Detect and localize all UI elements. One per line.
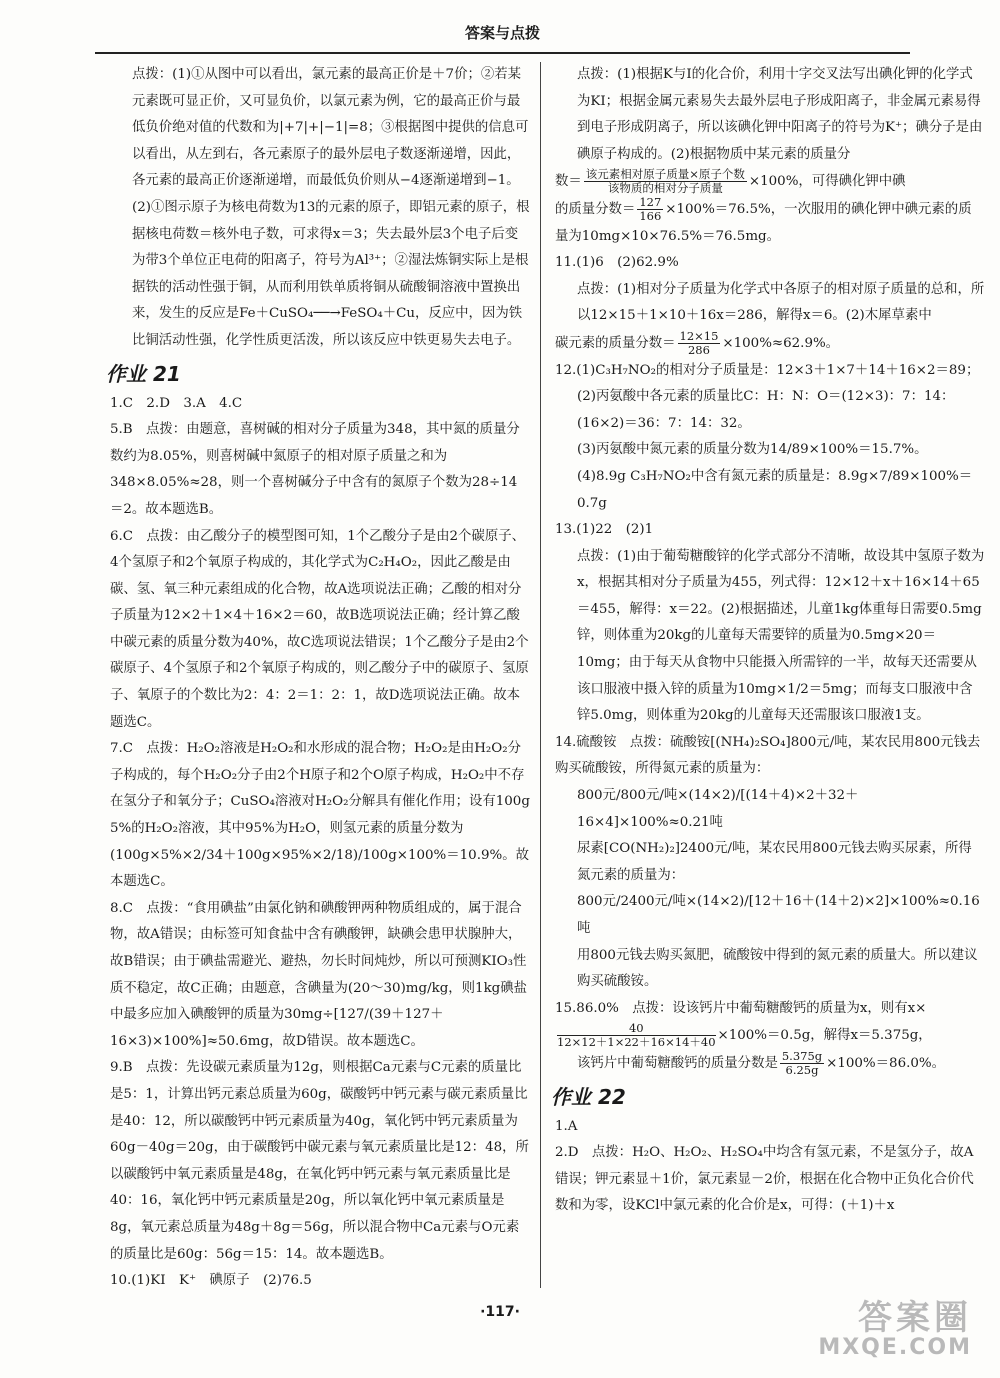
fraction: $\frac{\text{该元素相对原子质量×原子个数}}{\text{该物质的相对分子质量}}$: [585, 167, 745, 196]
answer-1-4: 1.C 2.D 3.A 4.C: [110, 395, 243, 411]
answer-14-2: 800元/800元/吨×(14×2)/[(14＋4)×2＋32＋16×4]×100%≈0.21吨: [577, 788, 859, 830]
column-divider: [540, 62, 541, 1288]
answer-12-2: (2)丙氨酸中各元素的质量比C：H：N：O＝(12×3)：7：14：(16×2)＝36：7：14：32。: [577, 389, 955, 431]
right-column: [551, 62, 985, 1220]
header-rule: [95, 52, 910, 54]
watermark-logo: 答案圈: [858, 1298, 972, 1338]
formula-line: $\frac{40}{12\times 12+1\times 22+16\times 14+40}$ ×100%＝0.5g，解得x＝5.375g，: [557, 1021, 932, 1050]
formula-line: 的质量分数＝ $\frac{127}{166}$ ×100%＝76.5%，一次服用的碘化钾中碘元素的质: [555, 194, 972, 223]
answer-22-2: 2.D 点拨：H₂O、H₂O₂、H₂SO₄中均含有氢元素，不是氢分子，故A错误；钾元素显＋1价，氯元素显－2价，根据在化合物中正负化合价代数和为零，设KCl中氯元素的化合价是x，可得：(＋1)＋x: [555, 1145, 974, 1214]
page-header: 答案与点拨: [464, 24, 540, 42]
answer-15: 15.86.0% 点拨：设该钙片中葡萄糖酸钙的质量为x，则有x×: [555, 1000, 927, 1016]
fraction: $\frac{40}{12\times 12+1\times 22+16\times 14+40}$: [557, 1021, 716, 1050]
watermark: [818, 1300, 972, 1360]
answer-10: 10.(1)KI K⁺ 碘原子 (2)76.5: [110, 1273, 312, 1289]
fraction: $\frac{12\times 15}{286}$: [679, 328, 719, 357]
explanation-paragraph: 点拨：(1)①从图中可以看出，氯元素的最高正价是＋7价；②若某元素既可显正价，又可显负价，以氯元素为例，它的最高正价与最低负价绝对值的代数和为|+7|+|−1|=8；③根据图中提供的信息可以看出，从左到右，各元素原子的最外层电子数逐渐递增，因此，各元素的最高正价逐渐递增，而最低负价则从−4逐渐递增到−1。(2)①图示原子为核电荷数为13的元素的原子，即铝元素的原子，根据核电荷数＝核外电子数，可求得x＝3；失去最外层3个电子后变为带3个单位正电荷的阳离子，符号为Al³⁺；②湿法炼铜实际上是根据铁的活动性强于铜，从而利用铁单质将铜从硫酸铜溶液中置换出来，发生的反应是Fe＋CuSO₄──→FeSO₄＋Cu，反应中，因为铁比铜活动性强，化学性质更活泼，所以该反应中铁更易失去电子。: [132, 67, 530, 348]
explanation-10: 点拨：(1)根据K与I的化合价，利用十字交叉法写出碘化钾的化学式为KI；根据金属元素易失去最外层电子形成阳离子，非金属元素易得到电子形成阴离子，所以该碘化钾中阳离子的符号为K⁺；碘分子是由碘原子构成的。(2)根据物质中某元素的质量分: [577, 67, 983, 162]
answer-14-5: 用800元钱去购买氮肥，硫酸铵中得到的氮元素的质量大。所以建议购买硫酸铵。: [577, 947, 978, 990]
answer-12-4: (4)8.9g C₃H₇NO₂中含有氮元素的质量是：8.9g×7/89×100%＝0.7g: [577, 468, 973, 511]
explanation-13: 点拨：(1)由于葡萄糖酸锌的化学式部分不清晰，故设其中氢原子数为x，根据其相对分子质量为455，列式得：12×12＋x＋16×14＋65＝455，解得：x＝22。(2)根据描述，儿童1kg体重每日需要0.5mg锌，则体重为20kg的儿童每天需要锌的质量为0.5mg×20＝10mg；由于每天从食物中只能摄入所需锌的一半，故每天还需要从该口服液中摄入锌的质量为10mg×1/2＝5mg；而每支口服液中含锌5.0mg，则体重为20kg的儿童每天还需服该口服液1支。: [577, 548, 985, 724]
answer-9: 9.B 点拨：先设碳元素质量为12g，则根据Ca元素与C元素的质量比是5：1，计算出钙元素总质量为60g，碳酸钙中钙元素与碳元素质量比是40：12，所以碳酸钙中钙元素质量为40g，氧化钙中钙元素质量为60g－40g＝20g，由于碳酸钙中碳元素与氧元素质量比是12：48，所以碳酸钙中氧元素质量是48g，在氧化钙中钙元素与氧元素质量比是40：16，氧化钙中钙元素质量是20g，所以氧化钙中氧元素质量是8g，氧元素总质量为48g＋8g＝56g，所以混合物中Ca元素与O元素的质量比是60g：56g＝15：14。故本题选B。: [110, 1060, 529, 1262]
answer-6: 6.C 点拨：由乙酸分子的模型图可知，1个乙酸分子是由2个碳原子、4个氢原子和2个氧原子构成的，其化学式为C₂H₄O₂，因此乙酸是由碳、氢、氧三种元素组成的化合物，故A选项说法正确；乙酸的相对分子质量为12×2＋1×4＋16×2＝60，故B选项说法正确；经计算乙酸中碳元素的质量分数为40%，故C选项说法错误；1个乙酸分子是由2个碳原子、4个氢原子和2个氧原子构成的，则乙酸分子中的碳原子、氢原子、氧原子的个数比为2：4：2＝1：2：1，故D选项说法正确。故本题选C。: [110, 528, 529, 730]
answer-22-1: 1.A: [555, 1118, 578, 1134]
watermark-url: MXQE.COM: [818, 1335, 972, 1360]
answer-8: 8.C 点拨：“食用碘盐”由氯化钠和碘酸钾两种物质组成的，属于混合物，故A错误；由标签可知食盐中含有碘酸钾，缺碘会患甲状腺肿大，故B错误；由于碘盐需避光、避热，勿长时间炖炒，所以可预测KIO₃性质不稳定，故C正确；由题意，含碘量为(20～30)mg/kg，则1kg碘盐中最多应加入碘酸钾的质量为30mg÷[127/(39＋127＋16×3)×100%]≈50.6mg，故D错误。故本题选C。: [110, 900, 528, 1049]
formula-line: 数＝ $\frac{\text{该元素相对原子质量×原子个数}}{\text{该物质的相对分子质量}}$ ×100%，可得碘化钾中碘: [555, 167, 906, 196]
answer-14: 14.硫酸铵 点拨：硫酸铵[(NH₄)₂SO₄]800元/吨，某农民用800元钱去购买硫酸铵，所得氮元素的质量为：: [555, 734, 981, 777]
left-column: [106, 62, 530, 1295]
answer-13: 13.(1)22 (2)1: [555, 522, 654, 538]
formula-line: 该钙片中葡萄糖酸钙的质量分数是 $\frac{5.375g}{6.25g}$ ×100%＝86.0%。: [577, 1048, 945, 1077]
page-number: ·117·: [480, 1304, 520, 1320]
section-heading-21: 作业 21: [106, 361, 181, 386]
fraction: $\frac{5.375g}{6.25g}$: [781, 1048, 823, 1077]
answer-12: 12.(1)C₃H₇NO₂的相对分子质量是：12×3＋1×7＋14＋16×2＝89；: [555, 362, 980, 378]
answer-14-4: 800元/2400元/吨×(14×2)/[12＋16＋(14＋2)×2]×100%≈0.16吨: [577, 894, 980, 936]
explanation-11: 点拨：(1)相对分子质量为化学式中各原子的相对原子质量的总和，所以12×15＋1×10＋16x＝286，解得x＝6。(2)木犀草素中: [577, 281, 985, 324]
formula-line: 碳元素的质量分数＝ $\frac{12\times 15}{286}$ ×100%≈62.9%。: [555, 328, 840, 357]
explanation-10-end: 量为10mg×10×76.5%＝76.5mg。: [555, 228, 780, 244]
answer-14-3: 尿素[CO(NH₂)₂]2400元/吨，某农民用800元钱去购买尿素，所得氮元素的质量为：: [577, 841, 972, 883]
answer-5: 5.B 点拨：由题意，喜树碱的相对分子质量为348，其中氮的质量分数约为8.05%，则喜树碱中氮原子的相对原子质量之和为348×8.05%≈28，则一个喜树碱分子中含有的氮原子个数为28÷14＝2。故本题选B。: [110, 422, 520, 517]
fraction: $\frac{127}{166}$: [639, 194, 662, 223]
answer-12-3: (3)丙氨酸中氮元素的质量分数为14/89×100%＝15.7%。: [577, 442, 928, 458]
section-heading-22: 作业 22: [551, 1084, 626, 1109]
answer-7: 7.C 点拨：H₂O₂溶液是H₂O₂和水形成的混合物；H₂O₂是由H₂O₂分子构成的，每个H₂O₂分子由2个H原子和2个O原子构成，H₂O₂中不存在氢分子和氧分子；CuSO₄溶液对H₂O₂分解具有催化作用；设有100g 5%的H₂O₂溶液，其中95%为H₂O，则氢元素的质量分数为(100g×5%×2/34＋100g×95%×2/18)/100g×100%＝10.9%。故本题选C。: [110, 741, 530, 890]
answer-11: 11.(1)6 (2)62.9%: [555, 255, 679, 271]
